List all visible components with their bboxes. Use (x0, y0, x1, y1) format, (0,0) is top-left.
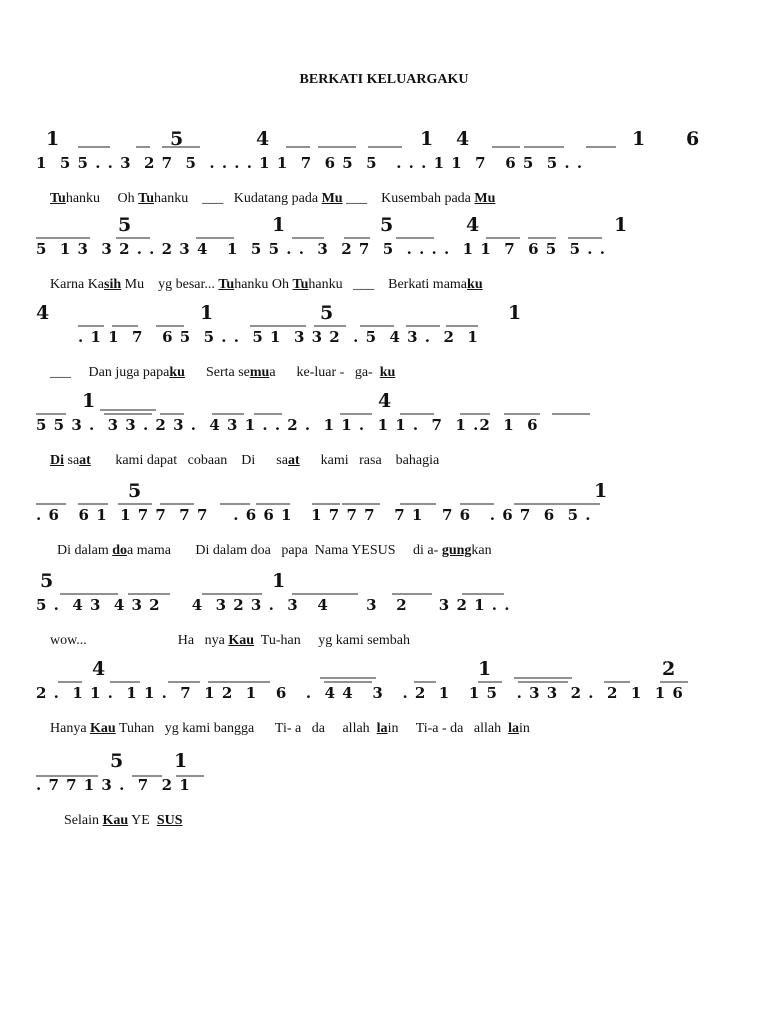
note-row: . 6 6 1 1 7 7 7 7 . 6 6 1 1 7 7 7 7 1 7 6 . 6 7 6 5 . (36, 506, 592, 524)
lyric-text: hanku ___ Kudatang pada (154, 191, 322, 206)
lyric-text: kami rasa bahagia (299, 453, 440, 468)
lyric-text: wow... Ha nya (50, 633, 229, 648)
chord-mark: 1 (272, 570, 286, 592)
lyric-text: a ke-luar - ga- (269, 365, 380, 380)
lyric-text: hanku Oh (234, 277, 293, 292)
chord-mark: 2 (662, 658, 676, 680)
note-row: 5 1 3 3 2 . . 2 3 4 1 5 5 . . 3 2 7 5 . . . . 1 1 7 6 5 5 . . (36, 240, 606, 258)
chord-mark: 1 (614, 214, 628, 236)
lyric-syllable: Mu (321, 191, 343, 206)
lyric-text: YE (128, 813, 157, 828)
lyric-text: in Ti-a - da allah (387, 721, 509, 736)
note-row: 1 5 5 . . 3 2 7 5 . . . . 1 1 7 6 5 5 . . . 1 1 7 6 5 5 . . (36, 154, 584, 172)
chord-mark: 5 (110, 750, 124, 772)
lyric-text: sa (64, 453, 80, 468)
lyric-row (36, 620, 410, 662)
lyric-row (36, 352, 395, 394)
chord-mark: 1 (82, 390, 96, 412)
lyric-syllable: Kau (102, 813, 129, 828)
notation-line-7 (0, 660, 768, 740)
chord-mark: 4 (378, 390, 392, 412)
chord-mark: 4 (466, 214, 480, 236)
lyric-syllable: mu (249, 365, 270, 380)
lyric-row (36, 530, 492, 572)
lyric-syllable: sih (104, 277, 122, 292)
lyric-text: Mu yg besar... (121, 277, 219, 292)
chord-mark: 1 (508, 302, 522, 324)
lyric-syllable: Tu (50, 191, 66, 206)
lyric-text: a mama Di dalam doa papa Nama YESUS di a- (127, 543, 442, 558)
lyric-text: Serta se (184, 365, 250, 380)
lyric-syllable: ku (379, 365, 396, 380)
lyric-syllable: Tu (292, 277, 309, 292)
lyric-text: kami dapat cobaan Di sa (90, 453, 288, 468)
lyric-row (36, 800, 183, 842)
lyric-text: hanku Oh (65, 191, 139, 206)
chord-mark: 4 (36, 302, 50, 324)
lyric-syllable: Tu (218, 277, 235, 292)
lyric-text: Hanya (50, 721, 91, 736)
lyric-text: hanku ___ Berkati mama (308, 277, 468, 292)
chord-mark: 6 (686, 128, 700, 150)
chord-mark: 1 (632, 128, 646, 150)
lyric-syllable: la (508, 721, 519, 736)
note-row: 2 . 1 1 . 1 1 . 7 1 2 1 6 . 4 4 3 . 2 1 1 5 . 3 3 2 . 2 1 1 6 (36, 684, 684, 702)
lyric-syllable: ku (169, 365, 185, 380)
chord-mark: 1 (272, 214, 286, 236)
note-row: . 7 7 1 3 . 7 2 1 (36, 776, 191, 794)
lyric-syllable: ku (467, 277, 483, 292)
chord-mark: 5 (118, 214, 132, 236)
chord-mark: 1 (594, 480, 608, 502)
lyric-syllable: gung (441, 543, 472, 558)
lyric-syllable: Kau (90, 721, 116, 736)
lyric-row (36, 178, 495, 220)
lyric-text: Tu-han yg kami sembah (254, 633, 410, 648)
lyric-syllable: Mu (474, 191, 496, 206)
lyric-text: Selain (50, 813, 103, 828)
chord-mark: 5 (380, 214, 394, 236)
chord-mark: 5 (40, 570, 54, 592)
chord-mark: 1 (46, 128, 60, 150)
lyric-text: Tuhan yg kami bangga Ti- a da allah (115, 721, 377, 736)
lyric-row (36, 440, 439, 482)
lyric-text: Karna Ka (50, 277, 105, 292)
notation-line-5 (0, 482, 768, 562)
lyric-text: in (519, 721, 530, 736)
song-title: BERKATI KELUARGAKU (299, 72, 469, 87)
chord-mark: 5 (320, 302, 334, 324)
chord-mark: 1 (478, 658, 492, 680)
notation-line-6 (0, 572, 768, 652)
notation-line-4 (0, 392, 768, 472)
lyric-row (36, 264, 483, 306)
notation-line-2 (0, 216, 768, 296)
chord-mark: 4 (92, 658, 106, 680)
note-row: . 1 1 7 6 5 5 . . 5 1 3 3 2 . 5 4 3 . 2 1 (78, 328, 479, 346)
lyric-syllable: Kau (228, 633, 255, 648)
chord-mark: 4 (256, 128, 270, 150)
chord-mark: 1 (420, 128, 434, 150)
lyric-text: Di dalam (50, 543, 113, 558)
lyric-text: ___ Kusembah pada (342, 191, 475, 206)
note-row: 5 . 4 3 4 3 2 4 3 2 3 . 3 4 3 2 3 2 1 . . (36, 596, 511, 614)
lyric-row (36, 708, 530, 750)
lyric-syllable: SUS (156, 813, 183, 828)
lyric-syllable: do (112, 543, 128, 558)
notation-line-3 (0, 304, 768, 384)
lyric-syllable: at (79, 453, 91, 468)
chord-mark: 1 (174, 750, 188, 772)
note-row: 5 5 3 . 3 3 . 2 3 . 4 3 1 . . 2 . 1 1 . 1 1 . 7 1 .2 1 6 (36, 416, 539, 434)
notation-line-1 (0, 130, 768, 210)
chord-mark: 5 (170, 128, 184, 150)
chord-mark: 1 (200, 302, 214, 324)
lyric-syllable: at (287, 453, 300, 468)
lyric-syllable: Di (50, 453, 64, 468)
lyric-text: kan (471, 543, 492, 558)
lyric-syllable: la (376, 721, 388, 736)
chord-mark: 5 (128, 480, 142, 502)
chord-mark: 4 (456, 128, 470, 150)
lyric-syllable: Tu (138, 191, 155, 206)
lyric-text: ___ Dan juga papa (50, 365, 170, 380)
notation-line-8 (0, 752, 768, 832)
